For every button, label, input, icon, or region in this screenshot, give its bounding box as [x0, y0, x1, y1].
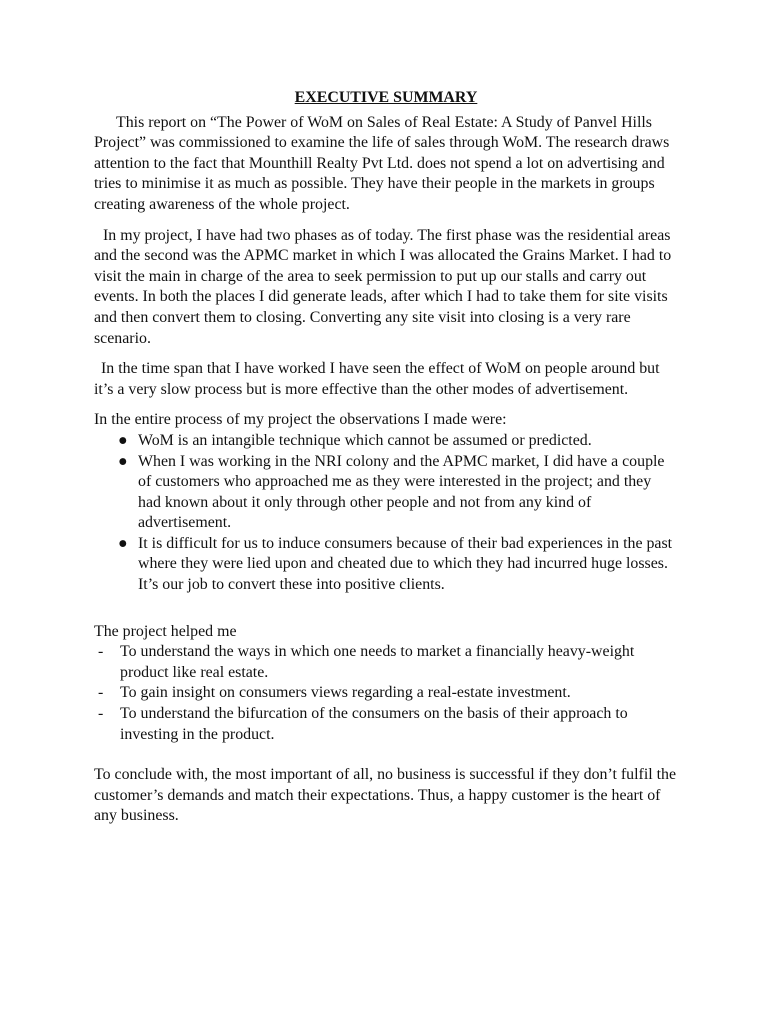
list-item [94, 431, 678, 452]
list-item [94, 452, 678, 534]
paragraph-report-overview: This report on “The Power of WoM on Sales of Real Estate: A Study of Panvel Hills Project” was commissioned to examine the life of sales through WoM. The research draws attention to the fact that Mounthill Realty Pvt Ltd. does not spend a lot on advertising and tries to minimise it as much as possible. They have their people in the markets in groups creating awareness of the whole project. [94, 113, 670, 213]
dash-marker: - [98, 684, 104, 702]
list-item [94, 642, 678, 683]
bullet-icon: ● [118, 452, 128, 470]
observations-intro: In the entire process of my project the observations I made were: [94, 411, 507, 429]
observation-text: When I was working in the NRI colony and the APMC market, I did have a couple of customers who approached me as they were interested in the project; and they had known about it only through other people and not from any kind of advertisement. [138, 452, 665, 532]
bullet-icon: ● [118, 431, 128, 449]
helped-text: To understand the bifurcation of the consumers on the basis of their approach to investing in the product. [120, 705, 628, 743]
helped-intro: The project helped me [94, 622, 237, 640]
paragraph-project-phases: In my project, I have had two phases as of today. The first phase was the residential areas and the second was the APMC market in which I was allocated the Grains Market. I had to visit the main in charge of the area to seek permission to put up our stalls and carry out events. In both the places I did generate leads, after which I had to take them for site visits and then convert them to closing. Converting any site visit into closing is a very rare scenario. [94, 226, 672, 347]
dash-marker: - [98, 705, 104, 723]
dash-marker: - [98, 643, 104, 661]
helped-text: To understand the ways in which one needs to market a financially heavy-weight product like real estate. [120, 643, 635, 681]
paragraph-wom-effect: In the time span that I have worked I have seen the effect of WoM on people around but it’s a very slow process but is more effective than the other modes of advertisement. [94, 360, 660, 398]
helped-list [94, 642, 678, 745]
helped-text: To gain insight on consumers views regarding a real-estate investment. [120, 684, 571, 702]
document-page [94, 88, 678, 827]
observation-text: It is difficult for us to induce consumers because of their bad experiences in the past where they were lied upon and cheated due to which they had incurred huge losses. It’s our job to convert these into positive clients. [138, 534, 673, 594]
conclusion-paragraph: To conclude with, the most important of all, no business is successful if they don’t fulfil the customer’s demands and match their expectations. Thus, a happy customer is the heart of any business. [94, 766, 677, 825]
bullet-icon: ● [118, 534, 128, 552]
list-item [94, 534, 678, 596]
list-item [94, 704, 678, 745]
observation-text: WoM is an intangible technique which cannot be assumed or predicted. [138, 431, 592, 449]
spacer [94, 596, 678, 622]
observations-list [94, 431, 678, 596]
list-item [94, 683, 678, 704]
spacer [94, 745, 678, 765]
page-title: EXECUTIVE SUMMARY [294, 89, 478, 106]
